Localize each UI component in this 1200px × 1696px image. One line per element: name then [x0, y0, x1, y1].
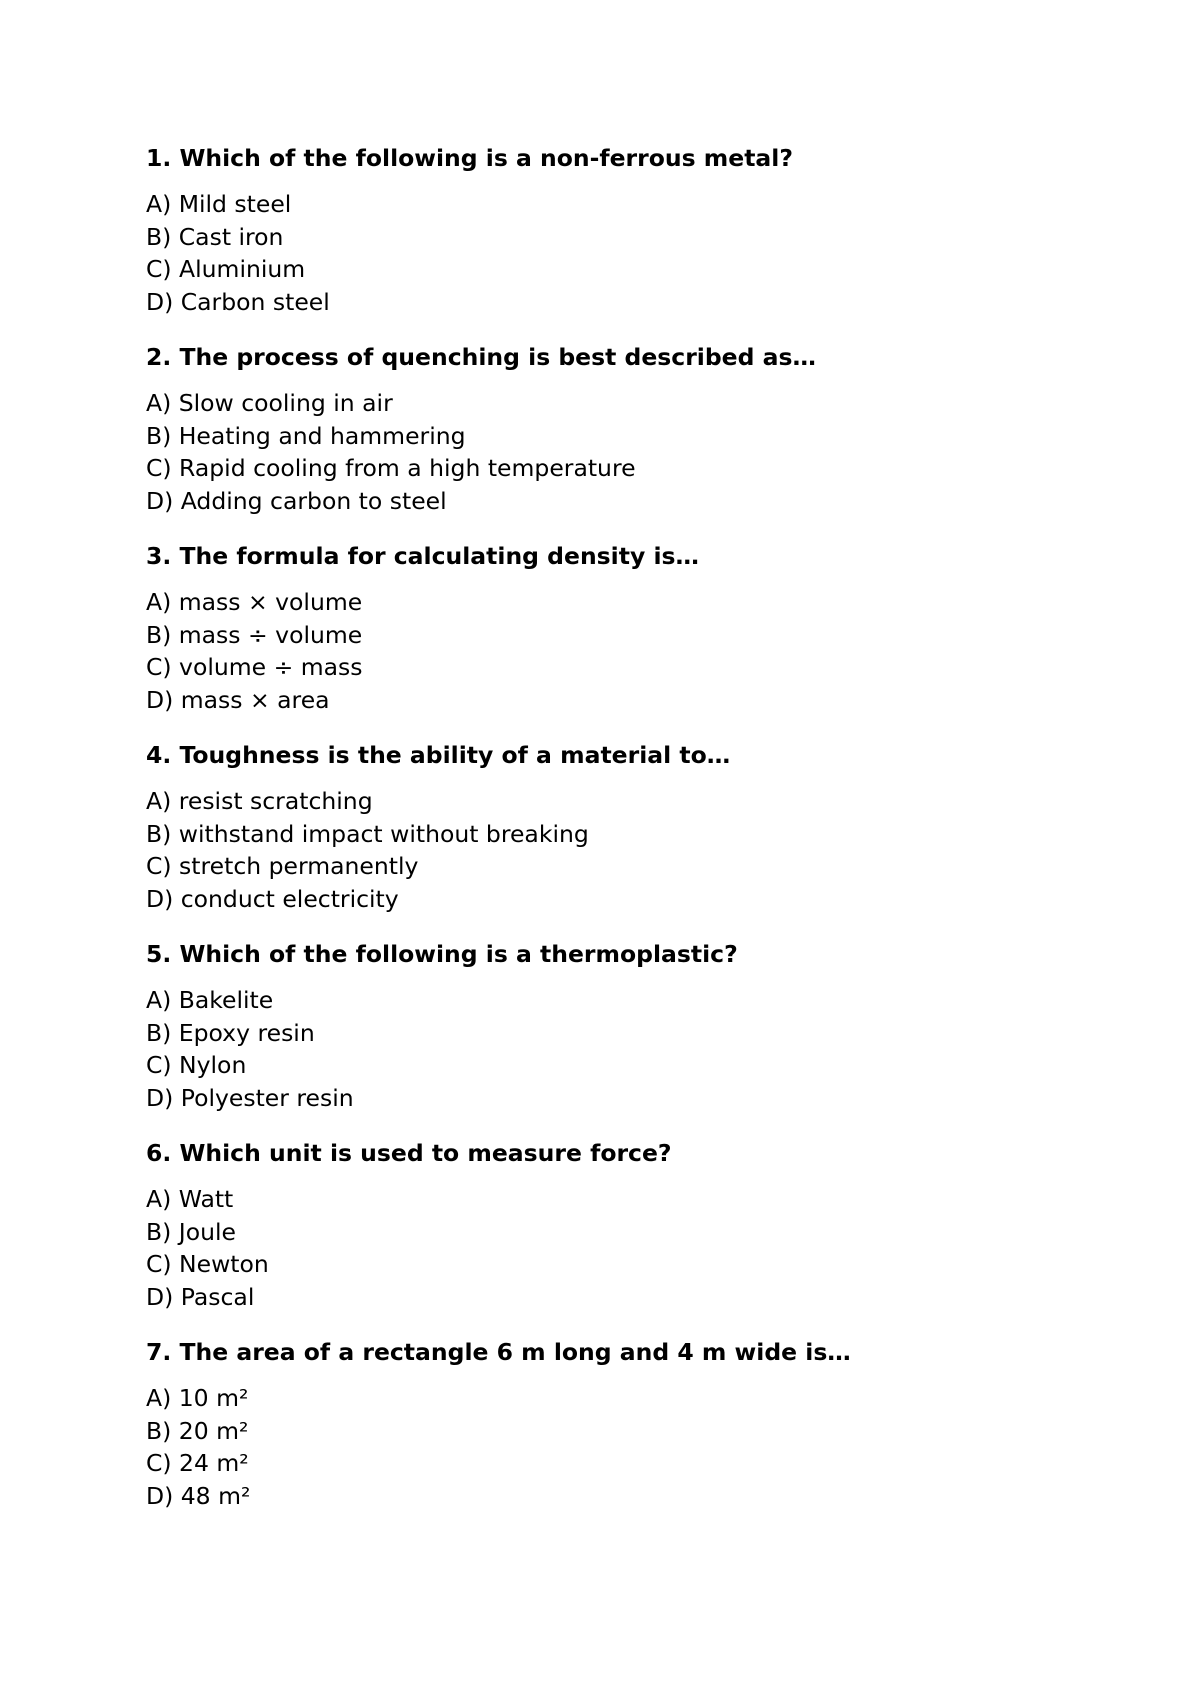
option-b: B) Cast iron: [146, 222, 284, 251]
option-d: D) mass × area: [146, 685, 330, 714]
option-d: D) Pascal: [146, 1282, 255, 1311]
option-c: C) volume ÷ mass: [146, 653, 363, 681]
option-d: D) Polyester resin: [146, 1083, 354, 1112]
question-title: 6. Which unit is used to measure force?: [146, 1139, 672, 1167]
option-b: B) Epoxy resin: [146, 1018, 315, 1047]
option-a: A) Mild steel: [146, 190, 292, 218]
question-5: [146, 938, 1146, 1114]
option-c: C) Nylon: [146, 1051, 247, 1079]
question-7: [146, 1336, 1146, 1512]
question-3: [146, 540, 1146, 716]
option-d: D) Carbon steel: [146, 287, 330, 316]
option-b: B) mass ÷ volume: [146, 620, 363, 649]
option-c: C) Newton: [146, 1250, 269, 1278]
question-title: 1. Which of the following is a non-ferrous metal?: [146, 144, 793, 172]
option-b: B) 20 m²: [146, 1416, 249, 1445]
question-2: [146, 341, 1146, 517]
option-b: B) Joule: [146, 1217, 236, 1246]
option-d: D) conduct electricity: [146, 884, 399, 913]
option-c: C) Rapid cooling from a high temperature: [146, 454, 636, 482]
option-a: A) 10 m²: [146, 1384, 249, 1412]
option-c: C) Aluminium: [146, 255, 306, 283]
quiz-page: [146, 142, 1146, 1535]
question-title: 2. The process of quenching is best described as…: [146, 343, 816, 371]
option-a: A) Bakelite: [146, 986, 274, 1014]
option-b: B) withstand impact without breaking: [146, 819, 589, 848]
option-a: A) mass × volume: [146, 588, 363, 616]
question-1: [146, 142, 1146, 318]
option-b: B) Heating and hammering: [146, 421, 466, 450]
option-d: D) Adding carbon to steel: [146, 486, 447, 515]
question-title: 3. The formula for calculating density is…: [146, 542, 699, 570]
question-title: 7. The area of a rectangle 6 m long and 4 m wide is…: [146, 1338, 851, 1366]
question-4: [146, 739, 1146, 915]
option-c: C) stretch permanently: [146, 852, 419, 880]
option-a: A) Slow cooling in air: [146, 389, 393, 417]
option-c: C) 24 m²: [146, 1449, 249, 1477]
question-title: 4. Toughness is the ability of a material to…: [146, 741, 731, 769]
question-6: [146, 1137, 1146, 1313]
option-d: D) 48 m²: [146, 1481, 251, 1510]
question-title: 5. Which of the following is a thermoplastic?: [146, 940, 738, 968]
option-a: A) Watt: [146, 1185, 234, 1213]
option-a: A) resist scratching: [146, 787, 373, 815]
